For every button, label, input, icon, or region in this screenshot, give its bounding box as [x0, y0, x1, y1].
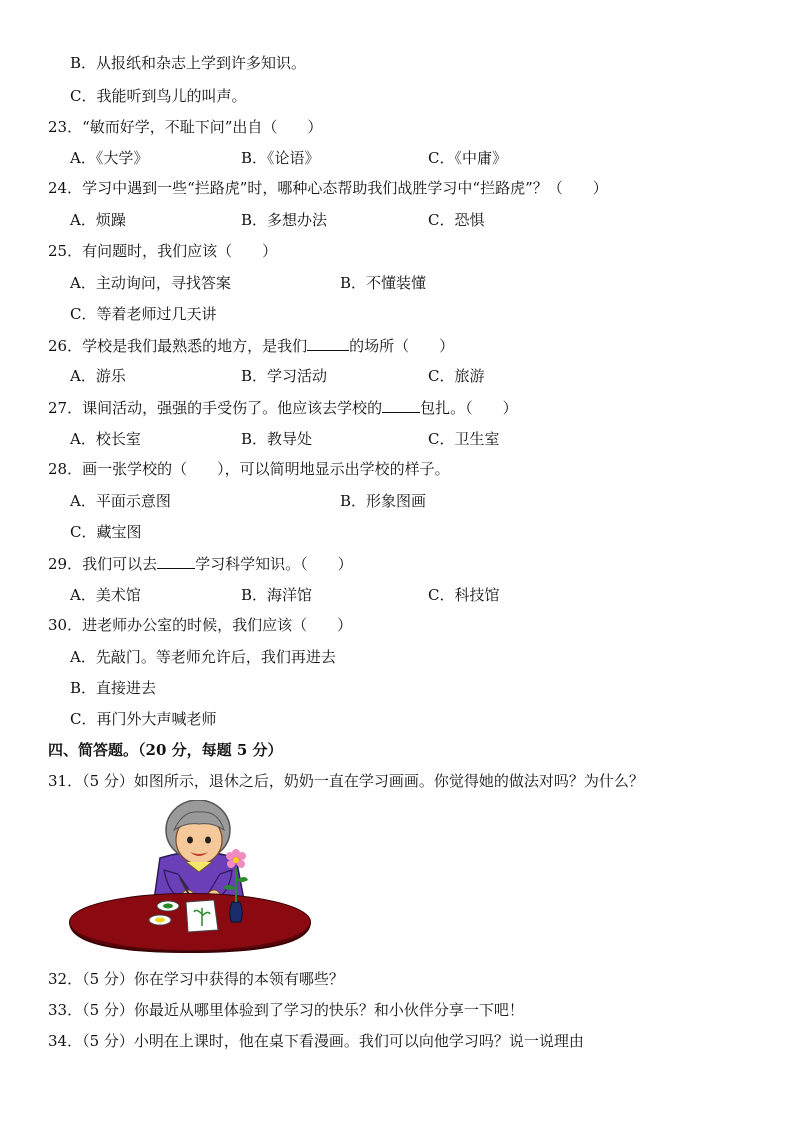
question-27-text-start: 27．课间活动，强强的手受伤了。他应该去学校的 [48, 399, 383, 417]
question-26-text-start: 26．学校是我们最熟悉的地方，是我们 [48, 337, 308, 355]
grandma-painting-illustration [68, 800, 318, 960]
answer-blank [382, 397, 420, 413]
question-29 [48, 553, 353, 574]
question-31: 31．（5 分）如图所示，退休之后，奶奶一直在学习画画。你觉得她的做法对吗？为什么？ [48, 772, 644, 790]
option-28-c: C．藏宝图 [70, 523, 142, 541]
question-26 [48, 335, 454, 356]
section-4-heading: 四、简答题。（20 分，每题 5 分） [48, 741, 283, 759]
question-30: 30．进老师办公室的时候，我们应该（ ） [48, 616, 353, 634]
question-26-text-end: 的场所（ ） [349, 337, 455, 355]
option-25-c: C．等着老师过几天讲 [70, 305, 217, 323]
option-23-a: A．《大学》 [70, 149, 149, 167]
option-30-a: A．先敲门。等老师允许后，我们再进去 [70, 648, 336, 666]
option-28-a: A．平面示意图 [70, 492, 171, 510]
question-24: 24．学习中遇到一些“拦路虎”时，哪种心态帮助我们战胜学习中“拦路虎”？（ ） [48, 179, 608, 197]
vase [230, 902, 243, 922]
question-28: 28．画一张学校的（ ），可以简明地显示出学校的样子。 [48, 460, 450, 478]
question-27 [48, 397, 518, 418]
option-29-c: C．科技馆 [428, 586, 500, 604]
answer-blank [157, 553, 195, 569]
question-29-text-start: 29．我们可以去 [48, 555, 158, 573]
eye-left [187, 837, 193, 844]
option-26-c: C．旅游 [428, 367, 485, 385]
paint-green [163, 904, 173, 909]
option-30-b: B．直接进去 [70, 679, 157, 697]
option-25-a: A．主动询问，寻找答案 [70, 274, 231, 292]
option-27-a: A．校长室 [70, 430, 141, 448]
eye-right [205, 837, 211, 844]
option-24-c: C．恐惧 [428, 211, 485, 229]
question-23: 23．“敏而好学，不耻下问”出自（ ） [48, 118, 323, 136]
option-30-c: C．再门外大声喊老师 [70, 710, 217, 728]
option-27-b: B．教导处 [241, 430, 313, 448]
option-28-b: B．形象图画 [340, 492, 427, 510]
question-32: 32．（5 分）你在学习中获得的本领有哪些？ [48, 970, 344, 988]
option-25-b: B．不懂装懂 [340, 274, 427, 292]
question-25: 25．有问题时，我们应该（ ） [48, 242, 278, 260]
option-29-b: B．海洋馆 [241, 586, 313, 604]
answer-blank [307, 335, 349, 351]
option-26-b: B．学习活动 [241, 367, 328, 385]
option-24-b: B．多想办法 [241, 211, 328, 229]
paint-yellow [155, 918, 165, 923]
option-22-c: C．我能听到鸟儿的叫声。 [70, 87, 247, 105]
option-27-c: C．卫生室 [428, 430, 500, 448]
option-26-a: A．游乐 [70, 367, 126, 385]
option-24-a: A．烦躁 [70, 211, 126, 229]
option-29-a: A．美术馆 [70, 586, 141, 604]
question-29-text-end: 学习科学知识。（ ） [195, 555, 353, 573]
question-33: 33．（5 分）你最近从哪里体验到了学习的快乐？和小伙伴分享一下吧！ [48, 1001, 524, 1019]
option-23-c: C．《中庸》 [428, 149, 507, 167]
option-22-b: B．从报纸和杂志上学到许多知识。 [70, 54, 307, 72]
question-34: 34．（5 分）小明在上课时，他在桌下看漫画。我们可以向他学习吗？说一说理由 [48, 1032, 584, 1050]
question-27-text-end: 包扎。（ ） [420, 399, 518, 417]
option-23-b: B．《论语》 [241, 149, 320, 167]
